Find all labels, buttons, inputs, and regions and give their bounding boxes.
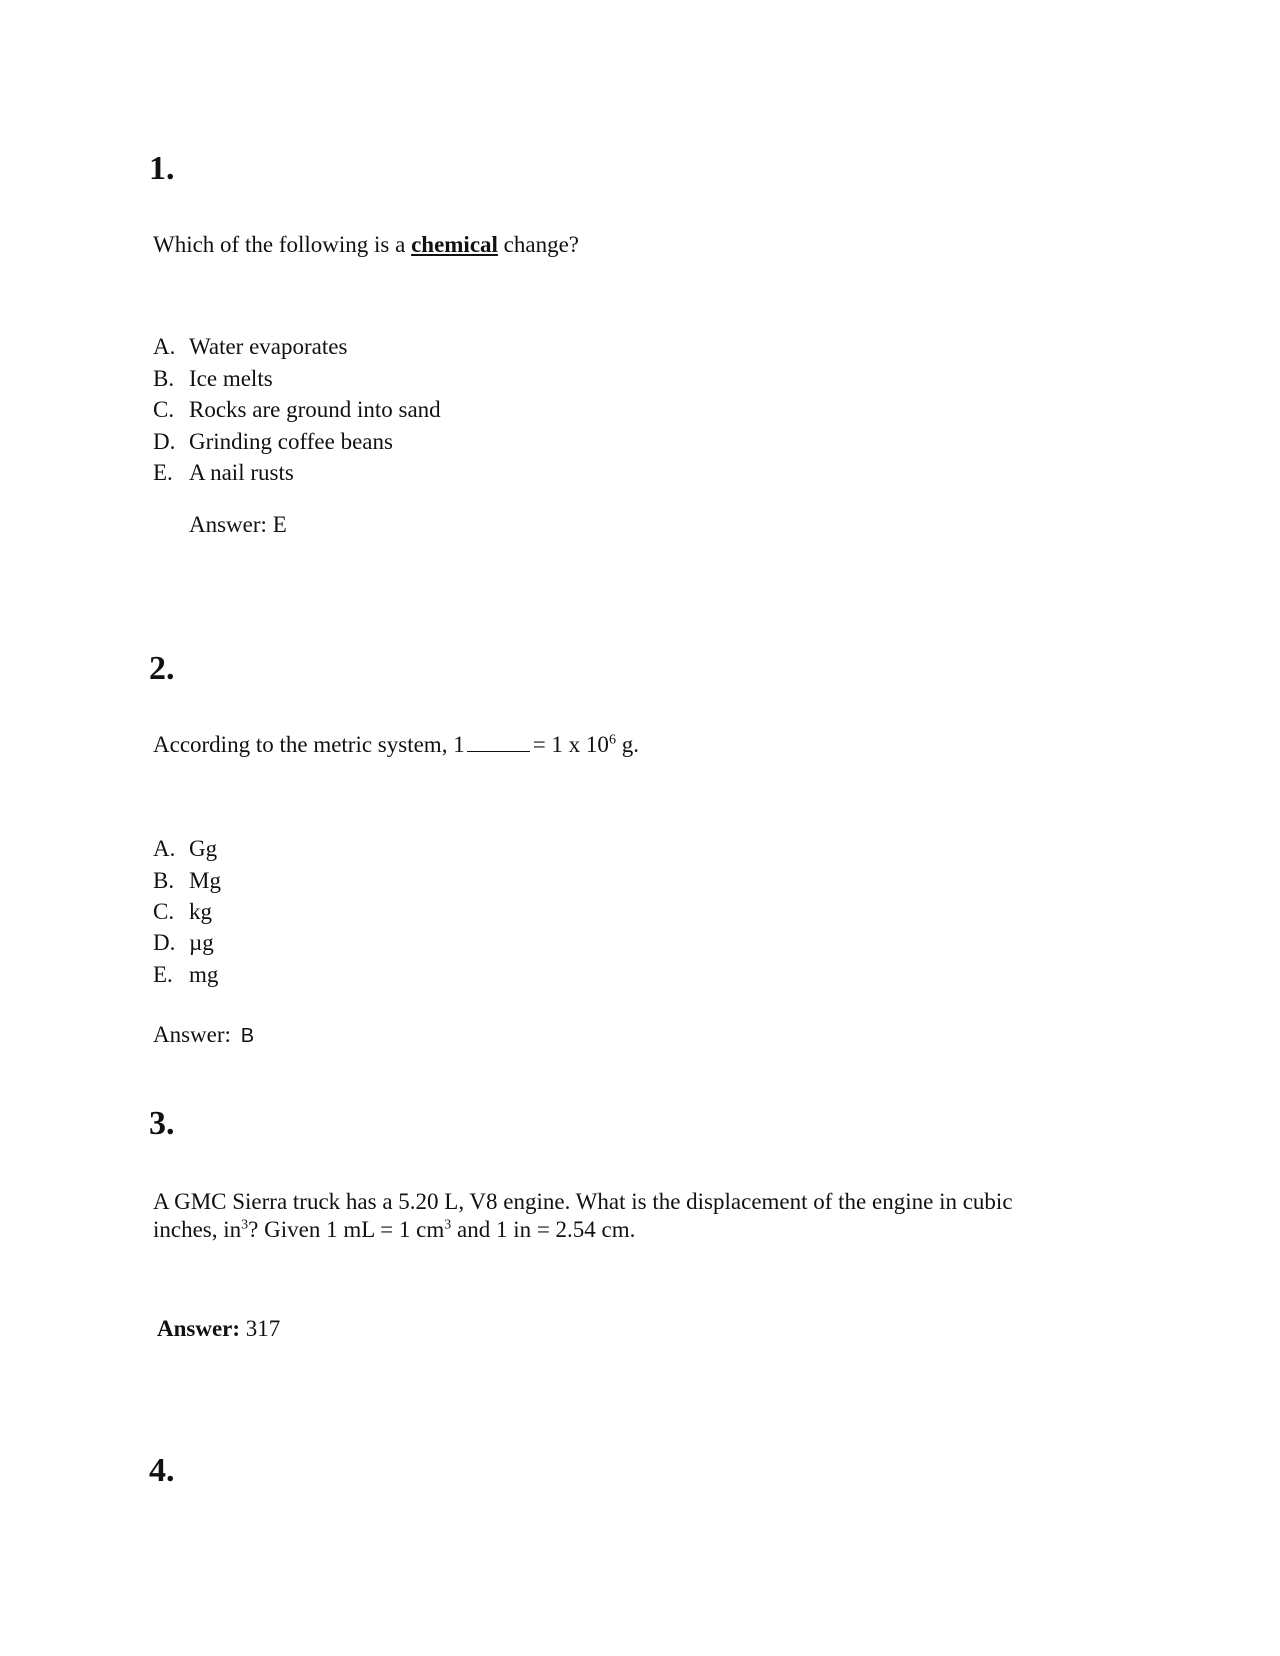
question-3-answer (157, 1316, 280, 1342)
answer-label: Answer: (189, 512, 267, 537)
option-text: Mg (189, 868, 221, 893)
question-3-prompt-line-2 (153, 1217, 635, 1243)
option-letter: A. (153, 334, 176, 359)
option-letter: E. (153, 460, 173, 485)
question-3-number: 3. (149, 1105, 175, 1142)
question-1-option-b (153, 365, 273, 393)
answer-value: E (272, 512, 287, 537)
answer-label: Answer: (157, 1316, 241, 1341)
option-letter: A. (153, 836, 176, 861)
question-2-prompt-middle: = 1 x 10 (532, 732, 609, 757)
question-2-prompt-start: According to the metric system, 1 (153, 732, 465, 757)
exponent: 3 (444, 1217, 452, 1233)
option-letter: C. (153, 899, 175, 924)
option-text: kg (189, 899, 212, 924)
option-letter: D. (153, 429, 176, 454)
answer-value: B (240, 1025, 255, 1047)
question-2-prompt (153, 732, 639, 758)
option-text: A nail rusts (189, 460, 294, 485)
option-letter: B. (153, 868, 175, 893)
question-1-prompt (153, 232, 579, 258)
question-1-keyword: chemical (411, 232, 498, 257)
question-2-number: 2. (149, 650, 175, 687)
question-2-option-b (153, 867, 221, 895)
option-text: Ice melts (189, 366, 273, 391)
line-part: ? Given 1 mL = 1 cm (248, 1217, 445, 1242)
question-4-number: 4. (149, 1452, 175, 1489)
question-2-prompt-end: g. (621, 732, 639, 757)
fill-in-blank (467, 733, 530, 752)
answer-value: 317 (245, 1316, 281, 1341)
line-part: and 1 in = 2.54 cm. (451, 1217, 636, 1242)
question-1-answer (189, 512, 287, 538)
option-letter: B. (153, 366, 175, 391)
question-1-option-d (153, 428, 393, 456)
option-text: mg (189, 962, 219, 987)
option-text: µg (189, 930, 214, 955)
question-1-option-a (153, 333, 347, 361)
option-letter: D. (153, 930, 176, 955)
option-text: Rocks are ground into sand (189, 397, 441, 422)
question-2-option-e (153, 961, 218, 989)
question-3-prompt-line-1: A GMC Sierra truck has a 5.20 L, V8 engine. What is the displacement of the engine in cubic (153, 1189, 1013, 1214)
question-2-option-c (153, 898, 212, 926)
question-1-option-e (153, 459, 294, 487)
exponent: 3 (241, 1217, 249, 1233)
option-letter: C. (153, 397, 175, 422)
question-2-option-d (153, 929, 214, 957)
answer-label: Answer: (153, 1022, 231, 1047)
option-text: Grinding coffee beans (189, 429, 393, 454)
question-2-answer (153, 1022, 254, 1048)
question-1-prompt-end: change? (503, 232, 580, 257)
line-part: inches, in (153, 1217, 242, 1242)
question-1-prompt-start: Which of the following is a (153, 232, 406, 257)
question-2-option-a (153, 835, 217, 863)
option-letter: E. (153, 962, 173, 987)
question-1-number: 1. (149, 150, 175, 187)
question-1-option-c (153, 396, 441, 424)
option-text: Gg (189, 836, 218, 861)
option-text: Water evaporates (189, 334, 348, 359)
exponent: 6 (608, 732, 616, 748)
